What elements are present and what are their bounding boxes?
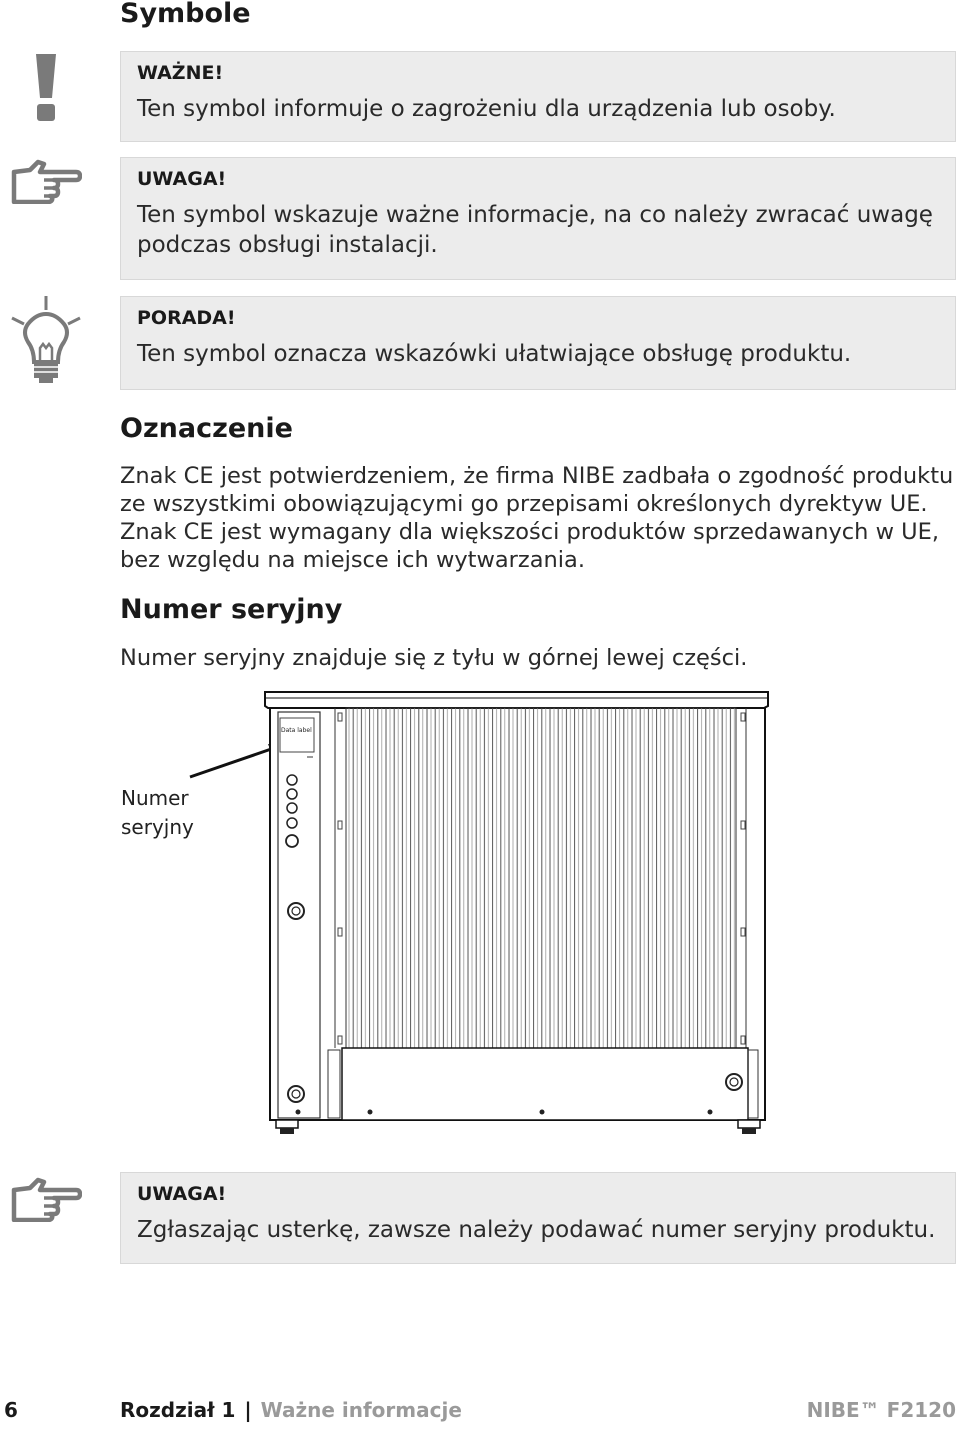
note-attention xyxy=(120,157,956,280)
note-tip xyxy=(120,296,956,390)
pointing-hand-icon xyxy=(10,158,82,204)
heat-pump-illustration xyxy=(180,684,780,1144)
page-number: 6 xyxy=(4,1398,18,1422)
page-title: Symbole xyxy=(120,0,251,29)
note-label: PORADA! xyxy=(137,307,236,329)
exclamation-icon xyxy=(34,54,58,124)
data-label-text: Data label xyxy=(281,727,312,734)
serial-paragraph: Numer seryjny znajduje się z tyłu w górnej lewej części. xyxy=(120,645,748,671)
section-label: Ważne informacje xyxy=(260,1398,462,1422)
footer-separator: | xyxy=(244,1398,252,1422)
note-label: WAŻNE! xyxy=(137,62,224,84)
product-name: NIBE™ F2120 xyxy=(806,1398,956,1422)
marking-paragraph: Znak CE jest potwierdzeniem, że firma NIBE zadbała o zgodność produktu ze wszystkimi obowiązującymi go przepisami określonych dyrektyw UE. Znak CE jest wymagany dla większości produktów sprzedawanych w UE, bez względu na miejsce ich wytwarzania. xyxy=(120,463,954,573)
chapter-label: Rozdział 1 xyxy=(120,1398,236,1422)
note-important xyxy=(120,51,956,142)
marking-heading: Oznaczenie xyxy=(120,413,293,444)
note-text: Ten symbol oznacza wskazówki ułatwiające obsługę produktu. xyxy=(137,341,852,367)
note-text: Zgłaszając usterkę, zawsze należy podawać numer seryjny produktu. xyxy=(137,1217,936,1243)
light-bulb-icon xyxy=(10,296,82,386)
note-attention-serial xyxy=(120,1172,956,1264)
footer-chapter xyxy=(120,1398,462,1422)
note-text: Ten symbol wskazuje ważne informacje, na co należy zwracać uwagę podczas obsługi instalacji. xyxy=(137,202,933,258)
note-label: UWAGA! xyxy=(137,1183,227,1205)
note-text: Ten symbol informuje o zagrożeniu dla urządzenia lub osoby. xyxy=(137,96,836,122)
serial-heading: Numer seryjny xyxy=(120,594,343,625)
pointing-hand-icon xyxy=(10,1176,82,1222)
note-label: UWAGA! xyxy=(137,168,227,190)
serial-callout-label: Numer seryjny xyxy=(121,786,194,839)
